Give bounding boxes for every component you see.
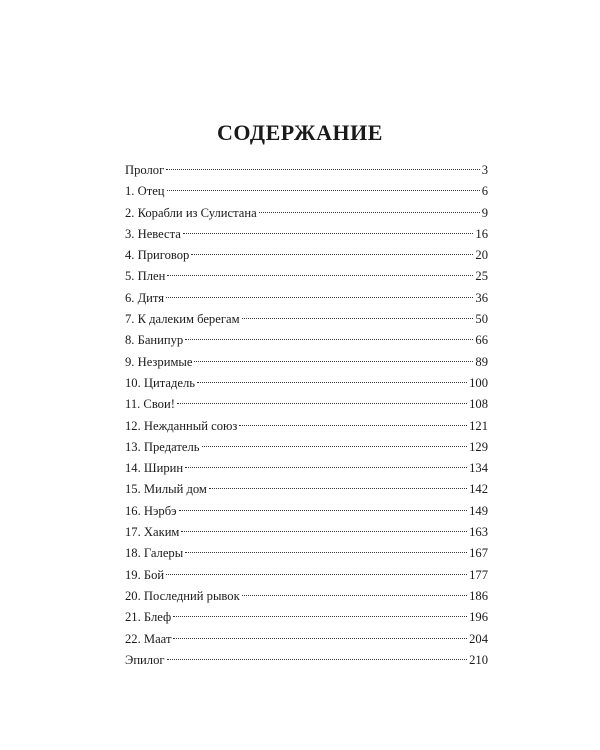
toc-entry-page: 163 [469,525,488,540]
toc-entry-page: 9 [481,205,488,220]
toc-entry-page: 20 [475,248,488,263]
toc-entry-page: 66 [475,333,488,348]
toc-entry-label: 16. Нэрбэ [125,503,177,518]
dot-leader [185,467,467,468]
dot-leader [185,552,467,553]
toc-entry-page: 196 [469,610,488,625]
toc-entry [125,565,488,586]
toc-entry-page: 142 [469,482,488,497]
toc-entry [125,437,488,458]
dot-leader [202,446,468,447]
toc-entry [125,607,488,628]
toc-entry-label: 22. Маат [125,631,172,646]
toc-entry-page: 100 [469,375,488,390]
toc-entry-label: 1. Отец [125,184,165,199]
toc-entry [125,203,488,224]
dot-leader [194,361,473,362]
toc-entry [125,330,488,351]
table-of-contents [125,160,488,671]
dot-leader [197,382,467,383]
toc-entry-label: Пролог [125,163,165,177]
toc-entry-page: 134 [469,461,488,476]
toc-entry-page: 129 [469,439,488,454]
toc-entry [125,650,488,671]
toc-entry-label: 21. Блеф [125,610,172,625]
dot-leader [167,659,468,660]
toc-entry [125,586,488,607]
toc-entry [125,245,488,266]
toc-entry-page: 89 [475,354,488,369]
toc-entry-label: 20. Последний рывок [125,588,240,603]
toc-entry-label: 15. Милый дом [125,482,207,497]
dot-leader [239,425,467,426]
toc-entry [125,629,488,650]
toc-entry-page: 167 [469,546,488,561]
dot-leader [167,190,480,191]
toc-entry-label: 6. Дитя [125,290,165,305]
dot-leader [166,574,467,575]
toc-entry-page: 36 [475,290,488,305]
toc-entry-label: 3. Невеста [125,226,181,241]
dot-leader [167,275,473,276]
toc-entry [125,479,488,500]
toc-entry [125,373,488,394]
toc-entry [125,416,488,437]
toc-entry-label: 8. Банипур [125,333,184,348]
dot-leader [181,531,467,532]
toc-entry-page: 177 [469,567,488,582]
toc-entry-label: 12. Нежданный союз [125,418,238,433]
toc-entry-page: 204 [469,631,488,646]
page-title: СОДЕРЖАНИЕ [217,120,383,145]
dot-leader [242,318,474,319]
dot-leader [179,510,468,511]
toc-entry-page: 3 [481,163,488,177]
toc-entry-page: 149 [469,503,488,518]
dot-leader [191,254,473,255]
toc-entry-label: 13. Предатель [125,439,200,454]
toc-entry-page: 25 [475,269,488,284]
toc-entry-label: 17. Хаким [125,525,180,540]
toc-entry [125,501,488,522]
toc-entry-page: 108 [469,397,488,412]
toc-entry-label: 11. Свои! [125,397,175,412]
toc-entry [125,266,488,287]
toc-entry-page: 121 [469,418,488,433]
toc-entry-label: 5. Плен [125,269,166,284]
toc-entry-label: 4. Приговор [125,248,190,263]
dot-leader [166,297,473,298]
dot-leader [177,403,467,404]
dot-leader [242,595,467,596]
toc-entry-label: 14. Ширин [125,461,184,476]
dot-leader [209,488,467,489]
toc-entry-label: 10. Цитадель [125,375,195,390]
toc-entry [125,309,488,330]
toc-entry-page: 50 [475,312,488,327]
toc-entry [125,181,488,202]
dot-leader [259,212,480,213]
dot-leader [166,169,479,170]
toc-entry-label: 18. Галеры [125,546,184,561]
toc-entry [125,352,488,373]
dot-leader [183,233,474,234]
toc-entry-page: 16 [475,226,488,241]
toc-entry-label: 9. Незримые [125,354,193,369]
toc-entry-label: 19. Бой [125,567,165,582]
toc-entry [125,160,488,181]
toc-entry-label: Эпилог [125,652,165,667]
toc-entry [125,288,488,309]
toc-entry [125,224,488,245]
dot-leader [173,616,467,617]
dot-leader [185,339,473,340]
toc-entry-label: 7. К далеким берегам [125,312,240,327]
toc-entry-page: 186 [469,588,488,603]
dot-leader [173,638,467,639]
toc-entry [125,394,488,415]
toc-entry [125,458,488,479]
toc-entry [125,522,488,543]
toc-entry [125,543,488,564]
toc-entry-label: 2. Корабли из Сулистана [125,205,257,220]
toc-entry-page: 210 [469,652,488,667]
toc-entry-page: 6 [481,184,488,199]
